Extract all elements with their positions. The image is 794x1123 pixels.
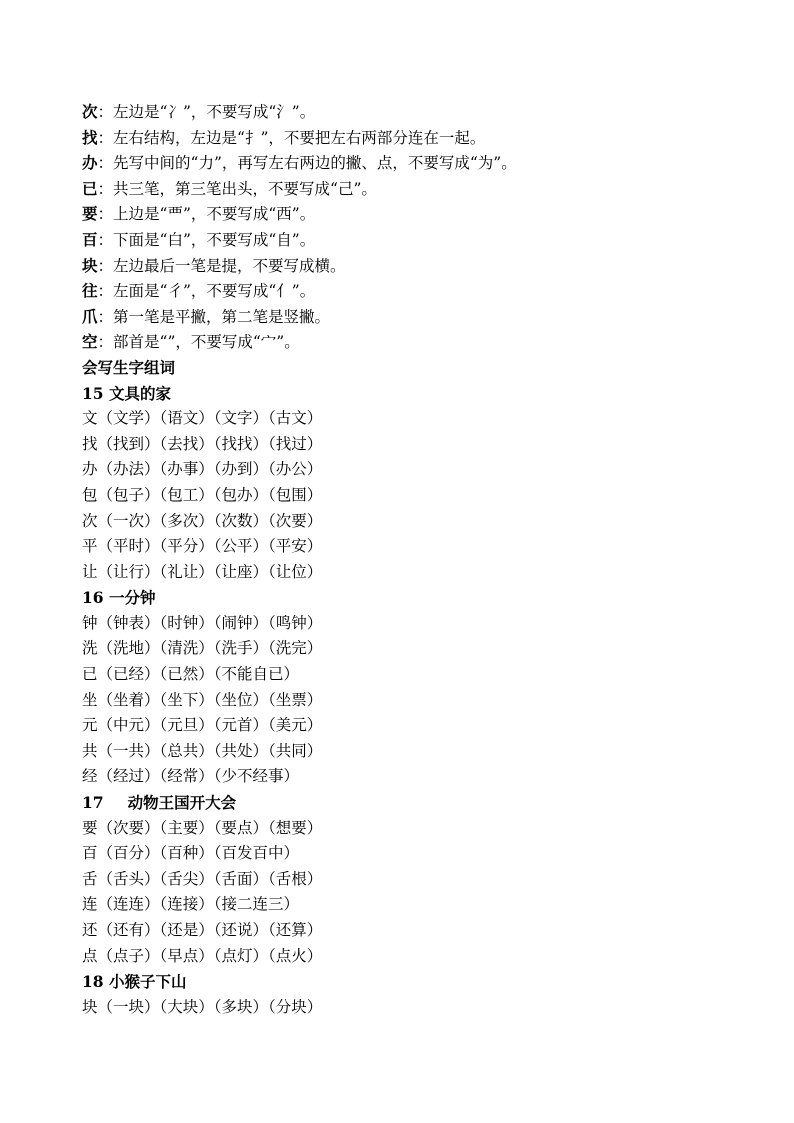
- word-row: 文（文学）（语文）（文字）（古文）: [82, 409, 323, 428]
- word-row: 找（找到）（去找）（找找）（找过）: [82, 434, 323, 453]
- word-row: 舌（舌头）（舌尖）（舌面）（舌根）: [82, 869, 323, 888]
- lesson-title: 小猴子下山: [108, 972, 187, 992]
- note-line: [82, 125, 762, 151]
- note-char: 找: [82, 127, 98, 147]
- word-row: 洗（洗地）（清洗）（洗手）（洗完）: [82, 639, 323, 658]
- word-row: 让（让行）（礼让）（让座）（让位）: [82, 562, 323, 581]
- note-line: [82, 176, 762, 202]
- note-text: ：左边最后一笔是提，不要写成横。: [97, 256, 346, 275]
- note-line: [82, 227, 762, 253]
- lesson-title: 动物王国开大会: [127, 793, 237, 813]
- lesson-number: 18: [82, 972, 104, 992]
- word-row: 包（包子）（包工）（包办）（包围）: [82, 485, 323, 504]
- word-row: 连（连连）（连接）（接二连三）: [82, 895, 300, 914]
- lesson-number: 16: [82, 588, 104, 608]
- note-text: ：共三笔，第三笔出头，不要写成“己”。: [97, 179, 377, 198]
- note-char: 要: [82, 204, 98, 224]
- note-text: ：上边是“覀”，不要写成“西”。: [97, 205, 316, 224]
- section-title: 会写生字组词: [82, 357, 176, 377]
- note-char: 块: [82, 255, 98, 275]
- lesson-title: 文具的家: [108, 383, 171, 403]
- note-char: 次: [82, 102, 98, 121]
- note-text: ：左面是“彳”，不要写成“亻”。: [97, 282, 316, 301]
- word-row: 钟（钟表）（时钟）（闹钟）（鸣钟）: [82, 613, 323, 632]
- note-text: ：部首是“”，不要写成“宀”。: [97, 333, 300, 352]
- notes-section: [82, 99, 762, 355]
- word-row: 还（还有）（还是）（还说）（还算）: [82, 921, 323, 939]
- note-line: [82, 201, 762, 227]
- note-text: ：先写中间的“力”，再写左右两边的撇、点，不要写成“为”。: [97, 154, 517, 173]
- lesson-heading: [82, 381, 762, 407]
- note-line: [82, 253, 762, 279]
- word-row: 坐（坐着）（坐下）（坐位）（坐票）: [82, 690, 323, 709]
- note-text: ：左右结构，左边是“扌”，不要把左右两部分连在一起。: [97, 128, 486, 147]
- note-line: [82, 304, 762, 330]
- lesson-number: 15: [82, 383, 104, 403]
- note-line: [82, 278, 762, 304]
- lesson-title: 一分钟: [108, 588, 156, 608]
- note-char: 空: [82, 332, 98, 352]
- word-row: 点（点子）（早点）（点灯）（点火）: [82, 946, 323, 965]
- word-row: 办（办法）（办事）（办到）（办公）: [82, 460, 323, 479]
- word-row: 块（一块）（大块）（多块）（分块）: [82, 997, 323, 1016]
- word-row: 元（中元）（元旦）（元首）（美元）: [82, 716, 323, 735]
- note-char: 已: [82, 178, 98, 198]
- note-char: 爪: [82, 306, 98, 326]
- lesson-number: 17: [82, 793, 104, 813]
- note-text: ：下面是“白”，不要写成“自”。: [97, 230, 316, 249]
- lessons-section: [82, 381, 762, 1021]
- document-page: [82, 99, 762, 1020]
- word-row: 次（一次）（多次）（次数）（次要）: [82, 511, 323, 530]
- word-row: 百（百分）（百种）（百发百中）: [82, 844, 300, 863]
- word-row: 共（一共）（总共）（共处）（共同）: [82, 741, 323, 760]
- word-row: 要（次要）（主要）（要点）（想要）: [82, 818, 323, 837]
- word-row: 平（平时）（平分）（公平）（平安）: [82, 537, 323, 556]
- note-text: ：左边是“冫”，不要写成“氵”。: [97, 103, 316, 121]
- note-char: 百: [82, 229, 98, 249]
- word-row: 已（已经）（已然）（不能自已）: [82, 665, 300, 684]
- note-line: [82, 329, 762, 355]
- lesson-heading: [82, 969, 762, 995]
- lesson-heading: [82, 585, 762, 611]
- note-char: 办: [82, 153, 98, 173]
- note-line: [82, 150, 762, 176]
- note-char: 往: [82, 281, 98, 301]
- word-row: 经（经过）（经常）（少不经事）: [82, 767, 300, 786]
- lesson-heading: [82, 790, 762, 816]
- note-text: ：第一笔是平撇，第二笔是竖撇。: [97, 307, 331, 326]
- note-line: [82, 99, 762, 125]
